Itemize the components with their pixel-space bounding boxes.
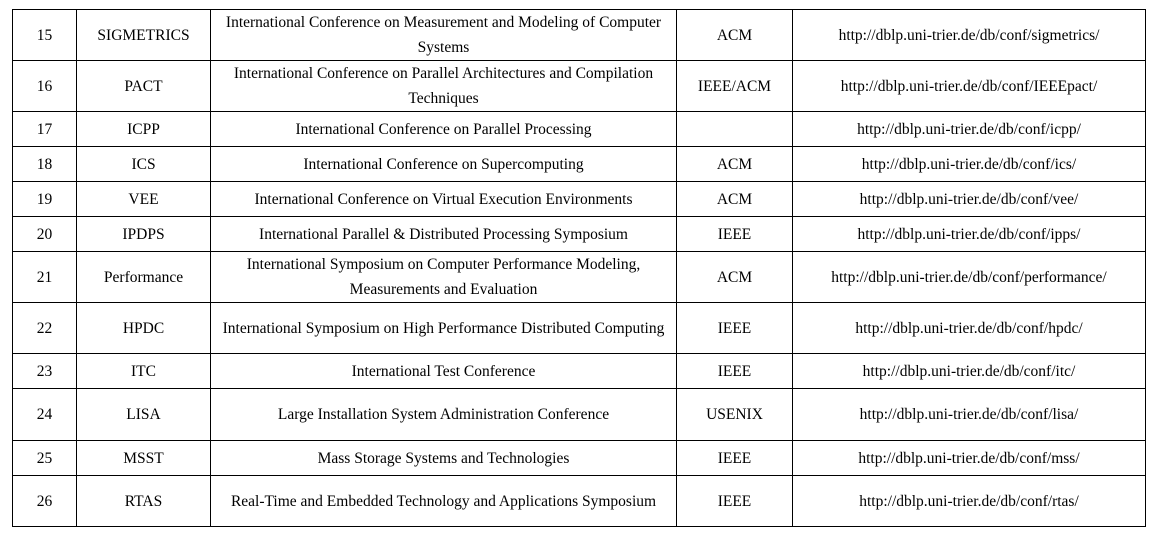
conference-full-name: International Conference on Virtual Execution Environments: [211, 182, 677, 217]
conference-full-name: International Conference on Parallel Architectures and Compilation Techniques: [211, 61, 677, 112]
conference-abbreviation: ICS: [77, 147, 211, 182]
conference-url: http://dblp.uni-trier.de/db/conf/rtas/: [793, 476, 1146, 527]
conference-url: http://dblp.uni-trier.de/db/conf/sigmetrics/: [793, 10, 1146, 61]
conference-url: http://dblp.uni-trier.de/db/conf/IEEEpact/: [793, 61, 1146, 112]
conference-publisher: ACM: [677, 10, 793, 61]
conference-publisher: IEEE/ACM: [677, 61, 793, 112]
conference-full-name: International Test Conference: [211, 354, 677, 389]
conference-url: http://dblp.uni-trier.de/db/conf/ics/: [793, 147, 1146, 182]
table-row: [13, 389, 1146, 441]
row-number: 20: [13, 217, 77, 252]
table-row: [13, 147, 1146, 182]
row-number: 18: [13, 147, 77, 182]
table-row: [13, 354, 1146, 389]
table-row: [13, 112, 1146, 147]
row-number: 19: [13, 182, 77, 217]
conference-url: http://dblp.uni-trier.de/db/conf/vee/: [793, 182, 1146, 217]
conference-full-name: International Symposium on High Performance Distributed Computing: [211, 303, 677, 354]
row-number: 23: [13, 354, 77, 389]
conference-abbreviation: ITC: [77, 354, 211, 389]
conference-full-name: Large Installation System Administration Conference: [211, 389, 677, 441]
table-row: [13, 441, 1146, 476]
conference-table: [12, 9, 1146, 527]
conference-publisher: [677, 112, 793, 147]
conference-full-name: International Conference on Measurement and Modeling of Computer Systems: [211, 10, 677, 61]
conference-full-name: International Symposium on Computer Performance Modeling, Measurements and Evaluation: [211, 252, 677, 303]
table-row: [13, 252, 1146, 303]
conference-abbreviation: Performance: [77, 252, 211, 303]
conference-abbreviation: SIGMETRICS: [77, 10, 211, 61]
conference-url: http://dblp.uni-trier.de/db/conf/itc/: [793, 354, 1146, 389]
row-number: 22: [13, 303, 77, 354]
conference-full-name: Mass Storage Systems and Technologies: [211, 441, 677, 476]
conference-abbreviation: PACT: [77, 61, 211, 112]
table-row: [13, 182, 1146, 217]
conference-abbreviation: HPDC: [77, 303, 211, 354]
conference-abbreviation: IPDPS: [77, 217, 211, 252]
conference-publisher: IEEE: [677, 303, 793, 354]
row-number: 25: [13, 441, 77, 476]
conference-publisher: USENIX: [677, 389, 793, 441]
conference-full-name: International Parallel & Distributed Processing Symposium: [211, 217, 677, 252]
row-number: 24: [13, 389, 77, 441]
table-row: [13, 476, 1146, 527]
conference-abbreviation: RTAS: [77, 476, 211, 527]
table-row: [13, 10, 1146, 61]
row-number: 21: [13, 252, 77, 303]
table-row: [13, 61, 1146, 112]
conference-abbreviation: LISA: [77, 389, 211, 441]
conference-url: http://dblp.uni-trier.de/db/conf/ipps/: [793, 217, 1146, 252]
conference-publisher: ACM: [677, 252, 793, 303]
conference-abbreviation: ICPP: [77, 112, 211, 147]
table-row: [13, 217, 1146, 252]
conference-url: http://dblp.uni-trier.de/db/conf/hpdc/: [793, 303, 1146, 354]
row-number: 16: [13, 61, 77, 112]
conference-url: http://dblp.uni-trier.de/db/conf/mss/: [793, 441, 1146, 476]
conference-publisher: ACM: [677, 182, 793, 217]
conference-publisher: IEEE: [677, 354, 793, 389]
row-number: 26: [13, 476, 77, 527]
table-row: [13, 303, 1146, 354]
conference-abbreviation: MSST: [77, 441, 211, 476]
conference-url: http://dblp.uni-trier.de/db/conf/icpp/: [793, 112, 1146, 147]
conference-full-name: International Conference on Supercomputing: [211, 147, 677, 182]
conference-publisher: IEEE: [677, 441, 793, 476]
conference-publisher: IEEE: [677, 476, 793, 527]
conference-publisher: ACM: [677, 147, 793, 182]
row-number: 17: [13, 112, 77, 147]
conference-publisher: IEEE: [677, 217, 793, 252]
conference-url: http://dblp.uni-trier.de/db/conf/lisa/: [793, 389, 1146, 441]
conference-url: http://dblp.uni-trier.de/db/conf/performance/: [793, 252, 1146, 303]
conference-full-name: Real-Time and Embedded Technology and Applications Symposium: [211, 476, 677, 527]
conference-full-name: International Conference on Parallel Processing: [211, 112, 677, 147]
conference-abbreviation: VEE: [77, 182, 211, 217]
row-number: 15: [13, 10, 77, 61]
